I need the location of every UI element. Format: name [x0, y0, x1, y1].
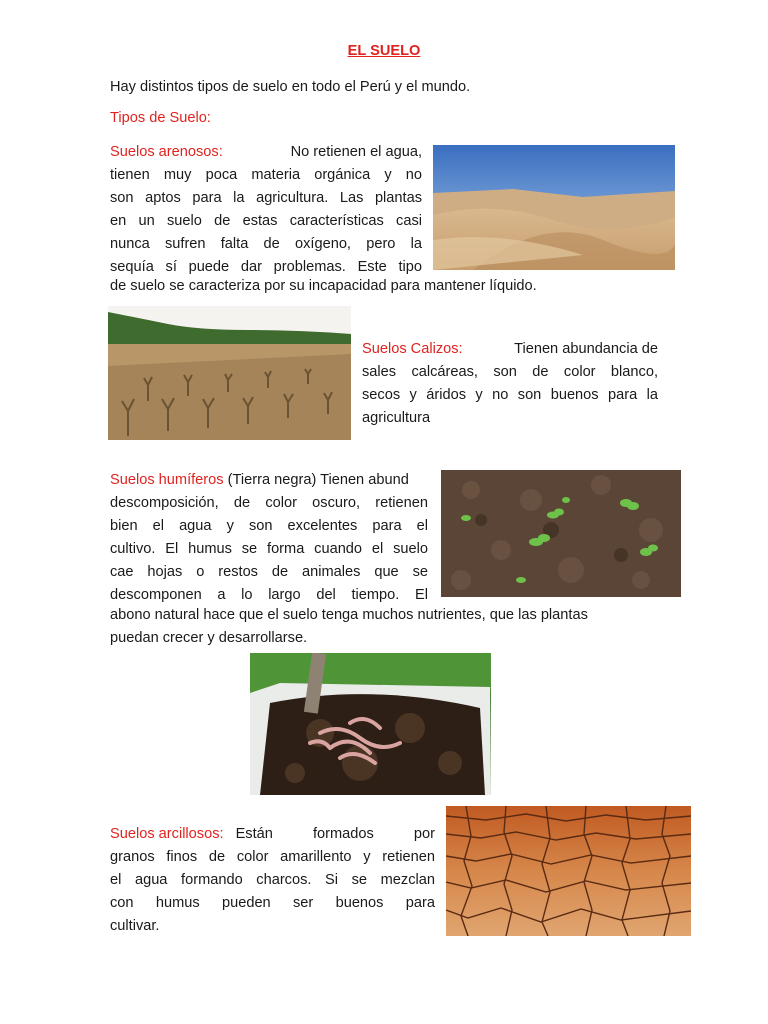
humiferos-line: cae hojas o restos de animales que se	[110, 564, 428, 580]
calizos-line: agricultura	[362, 410, 431, 426]
sand-dunes-photo	[433, 145, 675, 270]
arcillosos-line: Están formados por	[235, 826, 435, 842]
arcillosos-line: cultivar.	[110, 918, 160, 934]
arenosos-paragraph	[110, 141, 422, 279]
humiferos-line: cultivo. El humus se forma cuando el suelo	[110, 541, 428, 557]
page-title: EL SUELO	[347, 43, 421, 59]
arenosos-line: No retienen el agua,	[290, 144, 422, 160]
humiferos-line: (Tierra negra) Tienen abund	[227, 472, 409, 488]
calizos-line: secos y áridos y no son buenos para la	[362, 387, 658, 403]
arenosos-line: tienen muy poca materia orgánica y no	[110, 167, 422, 183]
humiferos-label: Suelos humíferos	[110, 472, 224, 488]
vineyard-photo	[108, 306, 351, 440]
seedlings-soil-photo	[441, 470, 681, 597]
calizos-line: Tienen abundancia de	[514, 341, 658, 357]
calizos-paragraph	[362, 338, 658, 430]
humiferos-line: descomposición, de color oscuro, retienen	[110, 495, 428, 511]
humiferos-line: puedan crecer y desarrollarse.	[110, 630, 308, 646]
arcillosos-paragraph	[110, 823, 435, 938]
types-heading: Tipos de Suelo:	[110, 110, 211, 126]
arcillosos-line: el agua formando charcos. Si se mezclan	[110, 872, 435, 888]
arenosos-label: Suelos arenosos:	[110, 144, 223, 160]
humiferos-line: abono natural hace que el suelo tenga muchos nutrientes, que las plantas	[110, 607, 588, 623]
humiferos-paragraph-end	[110, 604, 670, 650]
arcillosos-line: granos finos de color amarillento y retienen	[110, 849, 435, 865]
cracked-clay-photo	[446, 806, 691, 936]
arenosos-line: nunca sufren falta de oxígeno, pero la	[110, 236, 422, 252]
humiferos-paragraph	[110, 492, 428, 607]
humiferos-line: bien el agua y son excelentes para el	[110, 518, 428, 534]
arenosos-line: de suelo se caracteriza por su incapacidad para mantener líquido.	[110, 278, 537, 294]
humiferos-line: descomponen a lo largo del tiempo. El	[110, 587, 428, 603]
arcillosos-label: Suelos arcillosos:	[110, 826, 224, 842]
arenosos-line: en un suelo de estas características casi	[110, 213, 422, 229]
calizos-line: sales calcáreas, son de color blanco,	[362, 364, 658, 380]
arcillosos-line: con humus pueden ser buenos para	[110, 895, 435, 911]
calizos-label: Suelos Calizos:	[362, 341, 463, 357]
arenosos-line: son aptos para la agricultura. Las plantas	[110, 190, 422, 206]
humiferos-first-line	[110, 469, 440, 492]
intro-text: Hay distintos tipos de suelo en todo el Perú y el mundo.	[110, 79, 471, 95]
worms-compost-photo	[250, 653, 491, 795]
arenosos-line: sequía sí puede dar problemas. Este tipo	[110, 259, 422, 275]
